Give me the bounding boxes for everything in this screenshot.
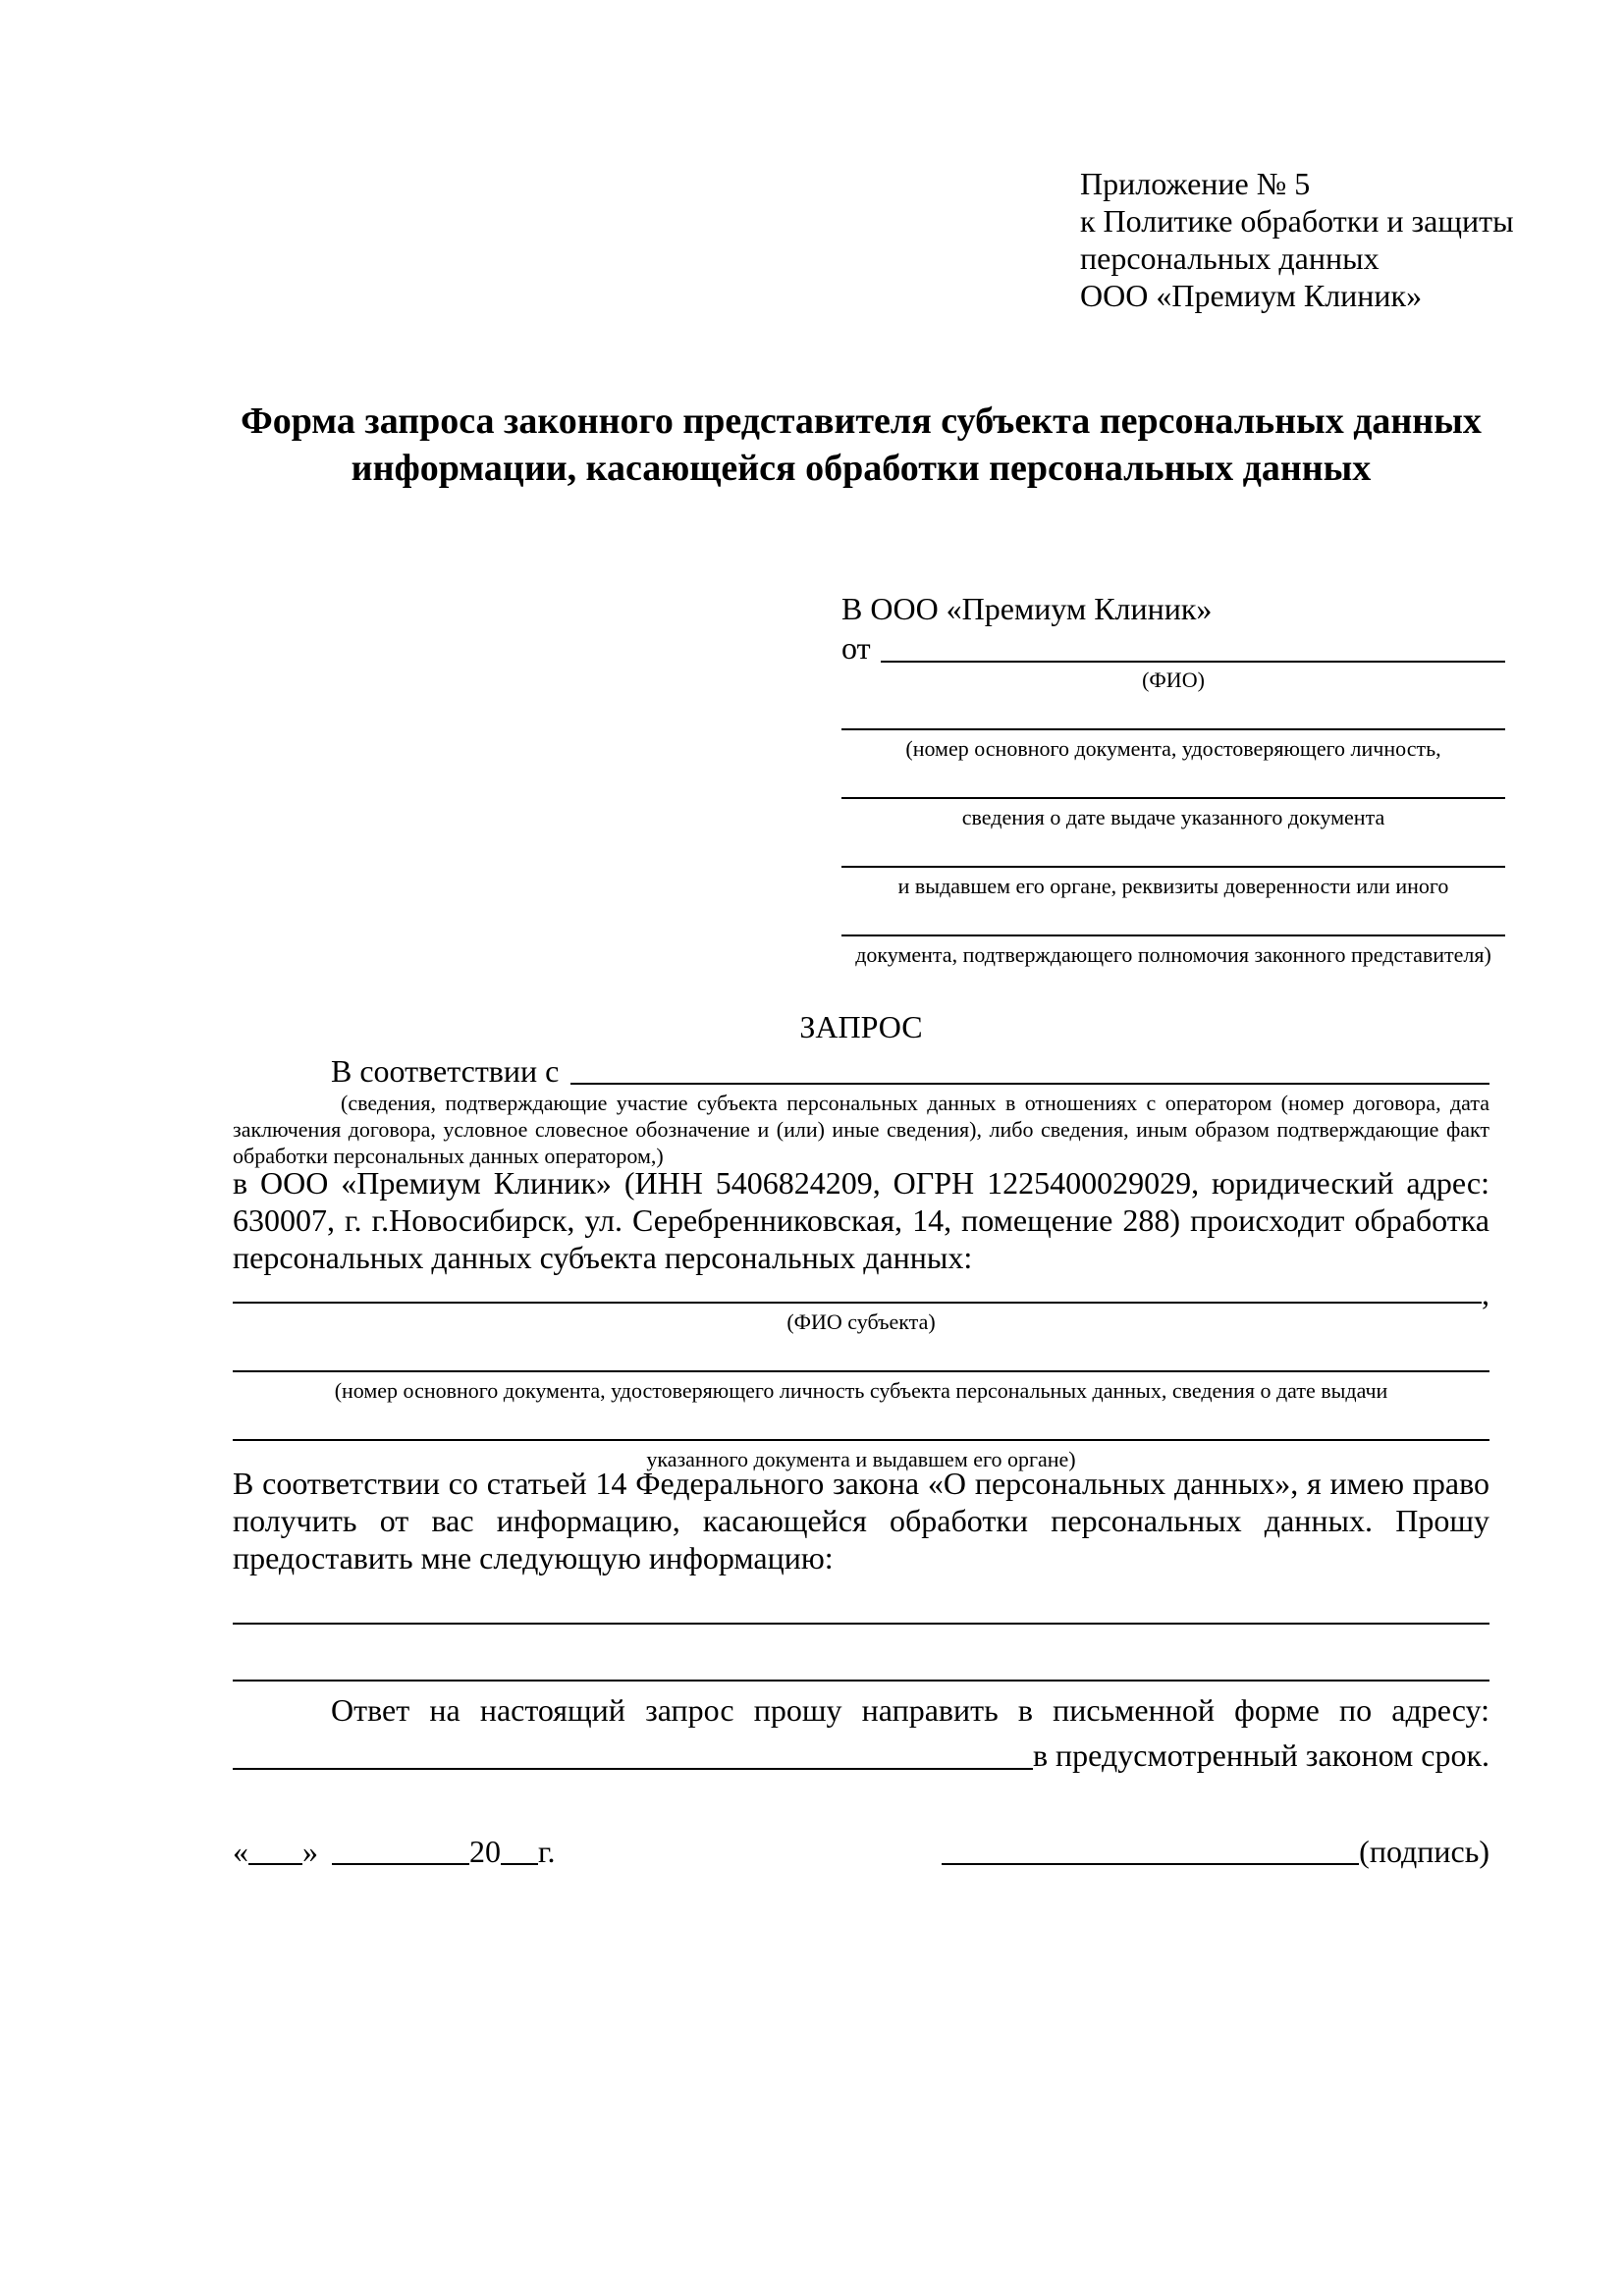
date-signature-row [233,1834,1489,1870]
answer-address-blank [233,1768,1033,1770]
blank-answer-line [233,1678,1489,1682]
request-heading: ЗАПРОС [799,1009,923,1044]
subject-doc-caption-2: указанного документа и выдавшем его органе) [646,1447,1076,1471]
month-blank [332,1837,469,1865]
intro-blank-line [570,1083,1489,1085]
from-row [841,628,1505,667]
subject-fio-caption: (ФИО субъекта) [786,1309,936,1334]
addressee-organization: В ООО «Премиум Клиник» [841,591,1213,626]
subject-fio-row [233,1276,1489,1311]
quote-open: « [233,1834,248,1869]
answer-suffix: в предусмотренный законом срок. [1032,1737,1489,1773]
subject-doc-blank [233,1404,1489,1441]
date-field [233,1834,556,1870]
operator-paragraph: в ООО «Премиум Клиник» (ИНН 5406824209, ОГРН 1225400029029, юридический адрес: 630007, г. г.Новосибирск, ул. Серебренниковская, 14, помещение 288) происходит обработка персональных данных субъекта персональных данных: [233,1165,1489,1275]
blank-line [841,762,1505,799]
document-title: Форма запроса законного представителя субъекта персональных данных информации, касающейся обработки персональных данных [241,400,1482,489]
blank-line [841,693,1505,730]
answer-paragraph [233,1690,1489,1775]
day-blank [248,1837,302,1865]
appendix-line: к Политике обработки и защиты [1080,203,1514,239]
comma: , [1482,1276,1489,1311]
signature-field [942,1834,1489,1870]
from-label: от [841,630,871,666]
blank-caption: (номер основного документа, удостоверяющего личность, [905,736,1441,761]
signature-blank [942,1837,1359,1865]
from-blank-line [881,661,1505,663]
fio-caption: (ФИО) [1142,667,1205,692]
year-prefix: 20 [469,1834,501,1869]
answer-line-2 [233,1735,1489,1775]
blank-line [841,830,1505,868]
subject-fio-blank [233,1302,1482,1304]
appendix-line: Приложение № 5 [1080,166,1311,201]
addressee-block [841,589,1505,968]
law-paragraph: В соответствии со статьей 14 Федерального закона «О персональных данных», я имею право получить от вас информацию, касающейся обработки персональных данных. Прошу предоставить мне следующую информацию: [233,1466,1489,1575]
answer-line-1: Ответ на настоящий запрос прошу направить в письменной форме по адресу: [331,1692,1489,1728]
appendix-line: персональных данных [1080,240,1380,276]
intro-row [233,1052,1489,1090]
quote-close: » [302,1834,318,1869]
subject-blanks [233,1276,1489,1472]
blank-caption: документа, подтверждающего полномочия законного представителя) [855,942,1491,967]
intro-label: В соответствии с [331,1053,560,1089]
subject-doc-blank [233,1335,1489,1372]
appendix-header [1080,165,1514,314]
signature-caption: (подпись) [1359,1834,1489,1869]
intro-caption: (сведения, подтверждающие участие субъекта персональных данных в отношениях с оператором (номер договора, дата заключения договора, условное словесное обозначение и (или) иные сведения), либо сведения, иным образом подтверждающие факт обработки персональных данных оператором,) [233,1091,1489,1168]
blank-caption: сведения о дате выдаче указанного документа [961,805,1385,829]
year-suffix: г. [538,1834,556,1869]
year-blank [501,1837,538,1865]
blank-line [841,899,1505,936]
appendix-line: ООО «Премиум Клиник» [1080,278,1423,313]
blank-caption: и выдавшем его органе, реквизиты доверенности или иного [897,874,1449,898]
subject-doc-caption-1: (номер основного документа, удостоверяющего личность субъекта персональных данных, сведения о дате выдачи [334,1378,1388,1403]
blank-answer-line [233,1621,1489,1625]
